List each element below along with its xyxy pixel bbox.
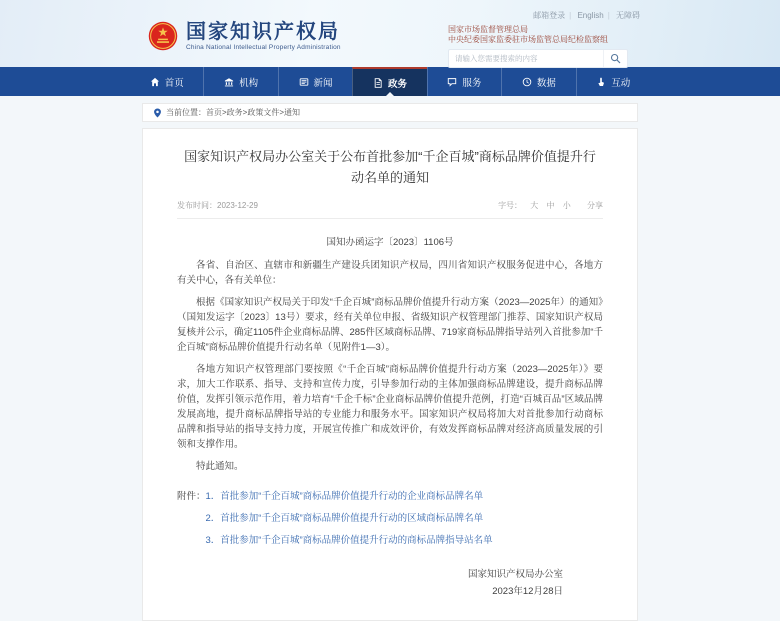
mail-login-link[interactable]: 邮箱登录 (533, 11, 566, 20)
sign-date: 2023年12月28日 (492, 585, 563, 597)
hand-icon (596, 77, 606, 87)
attachment-row (177, 486, 603, 508)
location-pin-icon (153, 108, 162, 118)
publish-time (177, 200, 258, 211)
accessibility-link[interactable]: 无障碍 (616, 11, 640, 20)
related-links (448, 25, 640, 44)
building-icon (224, 77, 234, 87)
attachment-link-3[interactable]: 3．首批参加“千企百城”商标品牌价值提升行动的商标品牌指导站名单 (205, 534, 493, 546)
site-subtitle: China National Intellectual Property Administration (186, 44, 341, 51)
breadcrumb-path[interactable]: 首页>政务>政策文件>通知 (206, 108, 301, 117)
paragraph: 各省、自治区、直辖市和新疆生产建设兵团知识产权局，四川省知识产权服务促进中心，各地方有关中心，各有关单位： (177, 259, 603, 286)
nav-label: 新闻 (313, 77, 333, 89)
page-title: 国家知识产权局办公室关于公布首批参加“千企百城”商标品牌价值提升行动名单的通知 (184, 149, 596, 186)
discipline-link[interactable]: 中央纪委国家监委驻市场监管总局纪检监察组 (448, 34, 608, 44)
nav-item-home[interactable] (130, 67, 203, 96)
samr-link[interactable]: 国家市场监督管理总局 (448, 25, 528, 34)
chat-icon (447, 77, 457, 87)
document-card (142, 128, 638, 621)
paragraph: 各地方知识产权管理部门要按照《“千企百城”商标品牌价值提升行动方案（2023—2025年）》要求，加大工作联系、指导、支持和宣传力度，引导参加行动的主体加强商标品牌建设，提升商标品牌价值，发挥引领示范作用，着力培育“千企千标”企业商标品牌价值提升范例，打造“百城百品”区域品牌发展高地，提升商标品牌指导站的专业能力和服务水平。国家知识产权局将加大对首批参加行动商标品牌和指导站的指导支持力度，开展宣传推广和成效评价，有效发挥商标品牌对经济高质量发展的引领和支撑作用。 (177, 363, 603, 450)
breadcrumb-prefix: 当前位置： (166, 108, 206, 117)
home-icon (150, 77, 160, 87)
doc-number: 国知办函运字〔2023〕1106号 (326, 236, 454, 248)
publish-date: 2023-12-29 (217, 200, 258, 210)
national-emblem-icon (148, 21, 178, 51)
attachment-row (177, 530, 603, 552)
site-title: 国家知识产权局 (186, 21, 340, 43)
share-button[interactable]: 分享 (587, 200, 603, 210)
font-size-label: 字号： (498, 200, 523, 210)
divider: | (607, 11, 610, 20)
nav-item-interact[interactable] (576, 67, 650, 96)
paragraph: 特此通知。 (196, 460, 244, 472)
search-box (448, 49, 628, 68)
header-right (448, 10, 640, 68)
english-link[interactable]: English (577, 11, 604, 20)
doc-body (177, 258, 603, 474)
attachment-link-1[interactable]: 1．首批参加“千企百城”商标品牌价值提升行动的企业商标品牌名单 (205, 490, 484, 502)
font-size-medium[interactable]: 中 (546, 200, 555, 210)
top-links (448, 10, 640, 22)
paragraph: 根据《国家知识产权局关于印发“千企百城”商标品牌价值提升行动方案（2023—2025年）的通知》（国知发运字〔2023〕13号）要求，经有关单位申报、省级知识产权管理部门推荐、国家知识产权局复核并公示，确定1105件企业商标品牌、285件区域商标品牌、719家商标品牌指导站列入首批参加“千企百城”商标品牌价值提升行动名单（见附件1—3）。 (177, 296, 603, 353)
site-header (0, 0, 780, 67)
page-content (0, 96, 780, 621)
news-icon (299, 77, 309, 87)
search-input[interactable] (449, 54, 603, 63)
nav-item-org[interactable] (203, 67, 277, 96)
publish-label: 发布时间： (177, 200, 217, 210)
signer: 国家知识产权局办公室 (467, 568, 563, 580)
search-icon (610, 53, 621, 64)
font-size-large[interactable]: 大 (530, 200, 539, 210)
attachments (177, 486, 603, 552)
nav-item-service[interactable] (427, 67, 501, 96)
nav-label: 政务 (387, 78, 407, 90)
meta-tools (492, 200, 603, 211)
clock-icon (522, 77, 532, 87)
nav-item-data[interactable] (501, 67, 575, 96)
nav-item-news[interactable] (278, 67, 352, 96)
font-size-small[interactable]: 小 (562, 200, 571, 210)
attachment-link-2[interactable]: 2．首批参加“千企百城”商标品牌价值提升行动的区域商标品牌名单 (205, 512, 484, 524)
attachment-row (177, 508, 603, 530)
main-nav (0, 67, 780, 96)
divider: | (569, 11, 572, 20)
nav-label: 互动 (611, 77, 631, 89)
nav-label: 首页 (164, 77, 184, 89)
nav-label: 数据 (536, 77, 556, 89)
brand[interactable] (148, 21, 341, 51)
nav-item-gov[interactable] (352, 67, 426, 96)
article-meta (177, 200, 603, 219)
breadcrumb (142, 103, 638, 122)
search-button[interactable] (603, 50, 627, 67)
attachments-label: 附件： (177, 490, 206, 502)
document-icon (373, 78, 383, 88)
signature-block (177, 566, 603, 600)
nav-label: 服务 (462, 77, 482, 89)
nav-label: 机构 (239, 77, 259, 89)
